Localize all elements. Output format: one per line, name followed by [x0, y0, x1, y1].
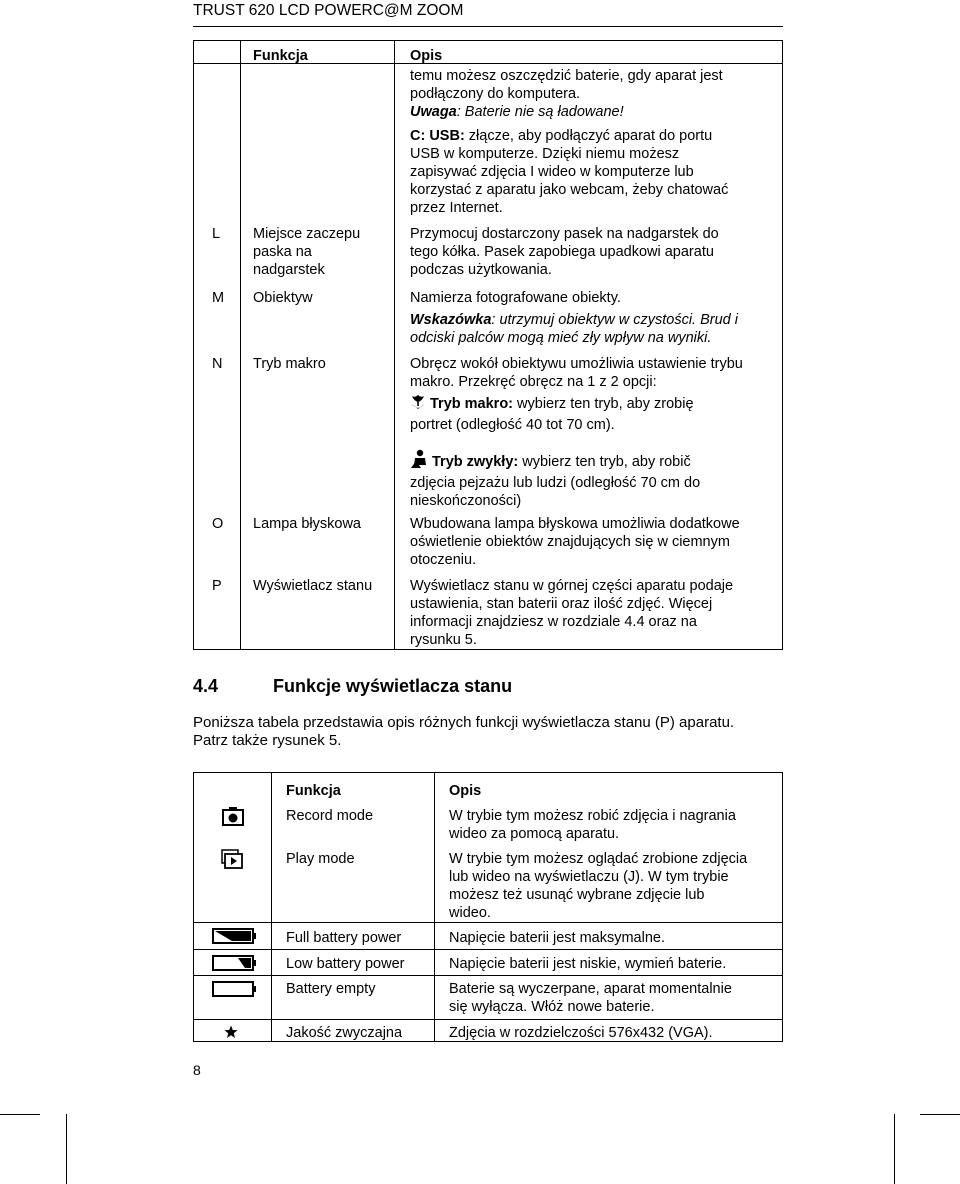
column-divider	[434, 773, 435, 1041]
row-description-n: Obręcz wokół obiektywu umożliwia ustawienie trybu makro. Przekręć obręcz na 1 z 2 opcji:	[410, 356, 743, 390]
header-rule	[193, 26, 783, 27]
crop-mark-right	[894, 1114, 895, 1184]
function-table-1	[193, 40, 783, 650]
low-battery-description: Napięcie baterii jest niskie, wymień baterie.	[449, 956, 727, 972]
low-battery-label: Low battery power	[286, 956, 405, 972]
table1-header-description: Opis	[410, 48, 443, 64]
normal-mode-text: Tryb zwykły: wybierz ten tryb, aby robič zdjęcia pejzażu lub ludzi (odległość 70 cm do nieskończoności)	[410, 449, 775, 510]
column-divider	[240, 41, 241, 649]
status-display-table	[193, 772, 783, 1042]
row-function-l: Miejsce zaczepu paska na nadgarstek	[253, 226, 361, 278]
macro-flower-icon	[410, 393, 426, 416]
record-mode-description: W trybie tym możesz robić zdjęcia i nagrania wideo za pomocą aparatu.	[449, 808, 736, 842]
row-divider	[194, 1019, 782, 1020]
battery-empty-label: Battery empty	[286, 981, 376, 997]
section-number: 4.4	[193, 676, 219, 696]
record-mode-label: Record mode	[286, 808, 374, 824]
play-mode-label: Play mode	[286, 851, 355, 867]
row-letter-m: M	[212, 290, 225, 306]
battery-empty-icon	[212, 981, 256, 1002]
section-heading	[193, 676, 512, 697]
normal-quality-label: Jakość zwyczajna	[286, 1025, 403, 1041]
portrait-person-icon	[410, 449, 428, 474]
row-divider	[194, 975, 782, 976]
row-letter-p: P	[212, 578, 222, 594]
section-intro: Poniższa tabela przedstawia opis różnych funkcji wyświetlacza stanu (P) aparatu. Patrz także rysunek 5.	[193, 714, 735, 749]
battery-empty-description: Baterie są wyczerpane, aparat momentalnie się wyłącza. Włóż nowe baterie.	[449, 981, 732, 1015]
column-divider	[271, 773, 272, 1041]
section-title: Funkcje wyświetlacza stanu	[273, 676, 513, 696]
row-function-m: Obiektyw	[253, 290, 313, 306]
full-battery-description: Napięcie baterii jest maksymalne.	[449, 930, 665, 946]
record-mode-icon	[222, 806, 244, 831]
row-description-l: Przymocuj dostarczony pasek na nadgarstek do tego kółka. Pasek zapobiega upadkowi aparatu podczas użytkowania.	[410, 226, 719, 278]
battery-low-icon	[212, 955, 256, 976]
row-letter-o: O	[212, 516, 224, 532]
row-divider	[194, 922, 782, 923]
row-function-o: Lampa błyskowa	[253, 516, 361, 532]
full-battery-label: Full battery power	[286, 930, 402, 946]
row-description-p: Wyświetlacz stanu w górnej części aparatu podaje ustawienia, stan baterii oraz ilość zdjęć. Więcej informacji znajdziesz w rozdziale 4.4 oraz na rysunku 5.	[410, 578, 734, 648]
play-mode-icon	[221, 849, 243, 874]
macro-mode-text: Tryb makro: wybierz ten tryb, aby zrobię portret (odległość 40 tot 70 cm).	[410, 393, 775, 434]
row-description-o: Wbudowana lampa błyskowa umożliwia dodatkowe oświetlenie obiektów znajdujących się w ciemnym otoczeniu.	[410, 516, 740, 568]
continuation-text: temu możesz oszczędzić baterie, gdy aparat jest podłączony do komputera. Uwaga: Baterie nie są ładowane!	[410, 68, 723, 120]
row-letter-l: L	[212, 226, 221, 242]
table2-header-description: Opis	[449, 783, 482, 799]
crop-mark-right-h	[920, 1114, 960, 1115]
table1-header-function: Funkcja	[253, 48, 308, 64]
row-divider	[194, 949, 782, 950]
header-title: TRUST 620 LCD POWERC@M ZOOM	[193, 2, 464, 19]
crop-mark-left-h	[0, 1114, 40, 1115]
page-number: 8	[193, 1062, 201, 1078]
usb-description: C: USB: złącze, aby podłączyć aparat do portu USB w komputerze. Dzięki niemu możesz zapisywać zdjęcia I wideo w komputerze lub korzystać z aparatu jako webcam, żeby chatować przez Internet.	[410, 128, 729, 216]
crop-mark-left	[0, 1114, 67, 1184]
play-mode-description: W trybie tym możesz oglądać zrobione zdjęcia lub wideo na wyświetlaczu (J). W tym trybie możesz też usunąć wybrane zdjęcie lub wideo.	[449, 851, 748, 921]
tip-text: Wskazówka: utrzymuj obiektyw w czystości. Brud i odciski palców mogą mieć zły wpływ na wyniki.	[410, 312, 738, 346]
row-description-m: Namierza fotografowane obiekty.	[410, 290, 621, 306]
star-icon	[224, 1025, 238, 1044]
normal-quality-description: Zdjęcia w rozdzielczości 576x432 (VGA).	[449, 1025, 713, 1041]
battery-full-icon	[212, 928, 256, 949]
row-function-n: Tryb makro	[253, 356, 326, 372]
column-divider	[394, 41, 395, 649]
row-letter-n: N	[212, 356, 223, 372]
table2-header-function: Funkcja	[286, 783, 341, 799]
row-function-p: Wyświetlacz stanu	[253, 578, 373, 594]
